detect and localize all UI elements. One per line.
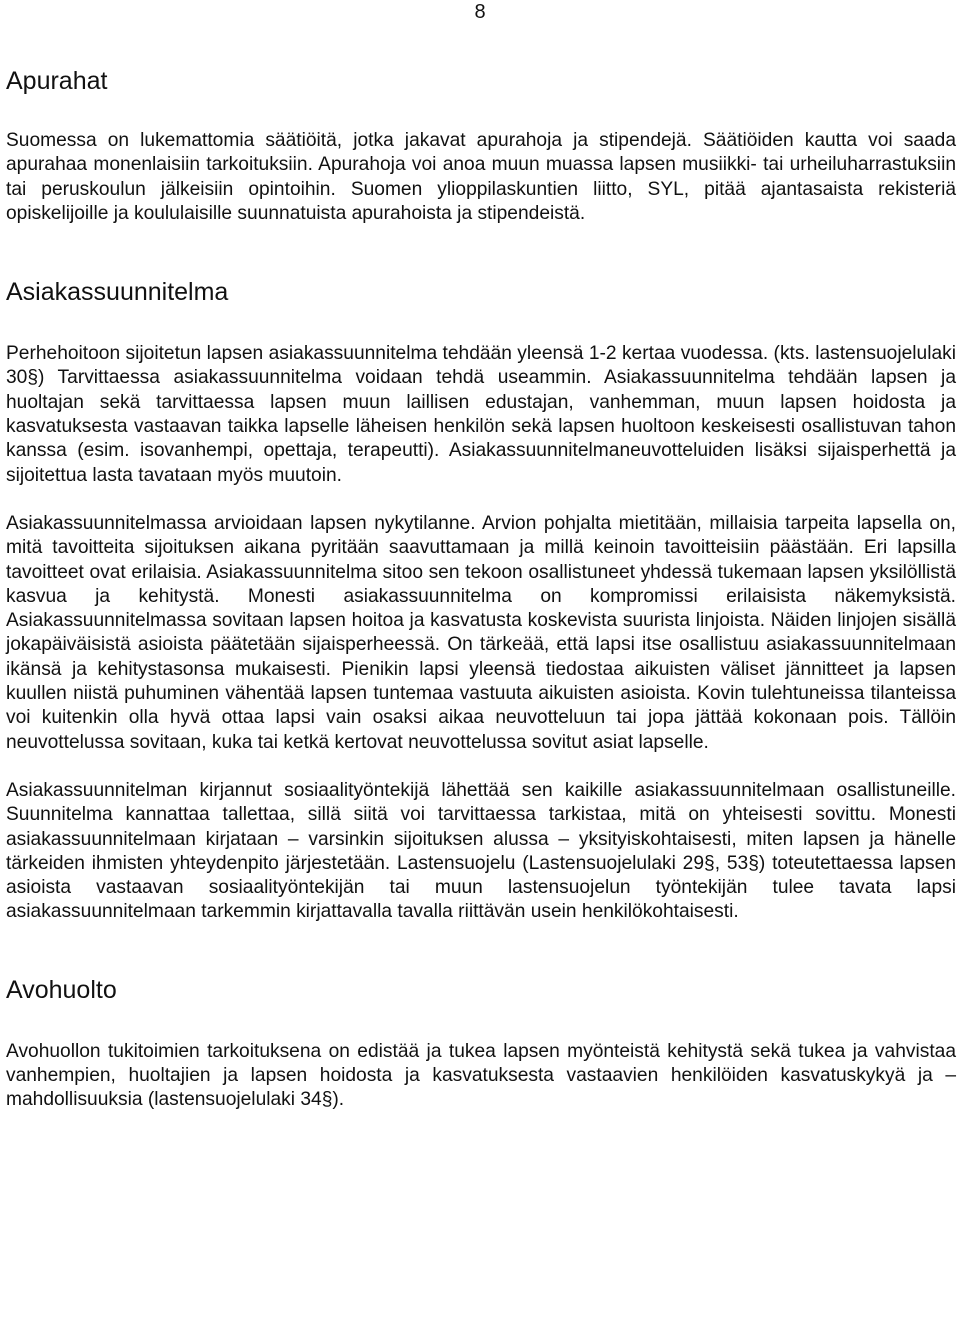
paragraph-asiakassuunnitelma-3: Asiakassuunnitelman kirjannut sosiaalityöntekijä lähettää sen kaikille asiakassuunnitelmaan osallistuneille. Suunnitelma kannattaa tallettaa, sillä siitä voi tarvittaessa tarkistaa, mitä on yhteisesti sovittu. Monesti asiakassuunnitelmaan kirjataan – varsinkin sijoituksen alussa – yksityiskohtaisesti, miten lapsen ja hänelle tärkeiden ihmisten yhteydenpito järjestetään. Lastensuojelu (Lastensuojelulaki 29§, 53§) toteutettaessa lapsen asioista vastaavan sosiaalityöntekijän tai muun lastensuojelun työntekijän tulee tavata lapsi asiakassuunnitelmaan tarkemmin kirjattavalla tavalla riittävän usein henkilökohtaisesti.: [6, 779, 956, 923]
paragraph-asiakassuunnitelma-1: Perhehoitoon sijoitetun lapsen asiakassuunnitelma tehdään yleensä 1-2 kertaa vuodessa. (kts. lastensuojelulaki 30§) Tarvittaessa asiakassuunnitelma voidaan tehdä useammin. Asiakassuunnitelma tehdään lapsen ja huoltajan sekä tarvittaessa lapsen muun laillisen edustajan, vanhemman, muun lapsen hoidosta ja kasvatuksesta vastaavan taikka lapselle läheisen henkilön sekä lapsen huoltoon keskeisesti osallistuvan tahon kanssa (esim. isovanhempi, opettaja, terapeutti). Asiakassuunnitelmaneuvotteluiden lisäksi sijaisperhettä ja sijoitettua lasta tavataan myös muutoin.: [6, 343, 956, 486]
paragraph-avohuolto: Avohuollon tukitoimien tarkoituksena on edistää ja tukea lapsen myönteistä kehitystä sekä tukea ja vahvistaa vanhempien, huoltajien ja lapsen hoidosta ja kasvatuksesta vastaavien henkilöiden kasvatuskykyä ja –mahdollisuuksia (lastensuojelulaki 34§).: [6, 1040, 956, 1111]
heading-asiakassuunnitelma: Asiakassuunnitelma: [6, 278, 229, 307]
heading-avohuolto: Avohuolto: [6, 975, 117, 1004]
paragraph-apurahat: Suomessa on lukemattomia säätiöitä, jotka jakavat apurahoja ja stipendejä. Säätiöiden kautta voi saada apurahaa monenlaisiin tarkoituksiin. Apurahoja voi anoa muun muassa lapsen musiikki- tai urheiluharrastuksiin tai peruskoulun jälkeisiin opintoihin. Suomen ylioppilaskuntien liitto, SYL, pitää ajantasaista rekisteriä opiskelijoille ja koululaisille suunnatuista apurahoista ja stipendeistä.: [6, 130, 956, 224]
document-body: [6, 66, 956, 1113]
heading-apurahat: Apurahat: [6, 67, 108, 95]
paragraph-asiakassuunnitelma-2: Asiakassuunnitelmassa arvioidaan lapsen nykytilanne. Arvion pohjalta mietitään, millaisia tarpeita lapsella on, mitä tavoitteita sijoituksen aikana pyritään saavuttamaan ja millä keinoin tavoitteisiin päästään. Eri lapsilla tavoitteet ovat erilaisia. Asiakassuunnitelma sitoo sen tekoon osallistuneet yhdessä tukemaan lapsen yksilöllistä kasvua ja kehitystä. Monesti asiakassuunnitelma on kompromissi erilaisista näkemyksistä. Asiakassuunnitelmassa sovitaan lapsen hoitoa ja kasvatusta koskevista suurista linjoista. Näiden linjojen sisällä jokapäiväisistä asioista päätetään sijaisperheessä. On tärkeää, että lapsi itse osallistuu asiakassuunnitelmaan ikänsä ja kehitystasonsa mukaisesti. Pienikin lapsi yleensä tiedostaa aikuisten väliset jännitteet ja lapsen kuullen niistä puhuminen vähentää lapsen tuntemaa vastuuta aikuisten asioista. Kovin tulehtuneissa tilanteissa voi kuitenkin olla hyvä ottaa lapsi vain osaksi aikaa neuvotteluun tai jopa jättää kokonaan pois. Tällöin neuvottelussa sovitaan, kuka tai ketkä kertovat neuvottelussa sovitut asiat lapselle.: [6, 512, 956, 753]
page-number: 8: [474, 1, 486, 23]
